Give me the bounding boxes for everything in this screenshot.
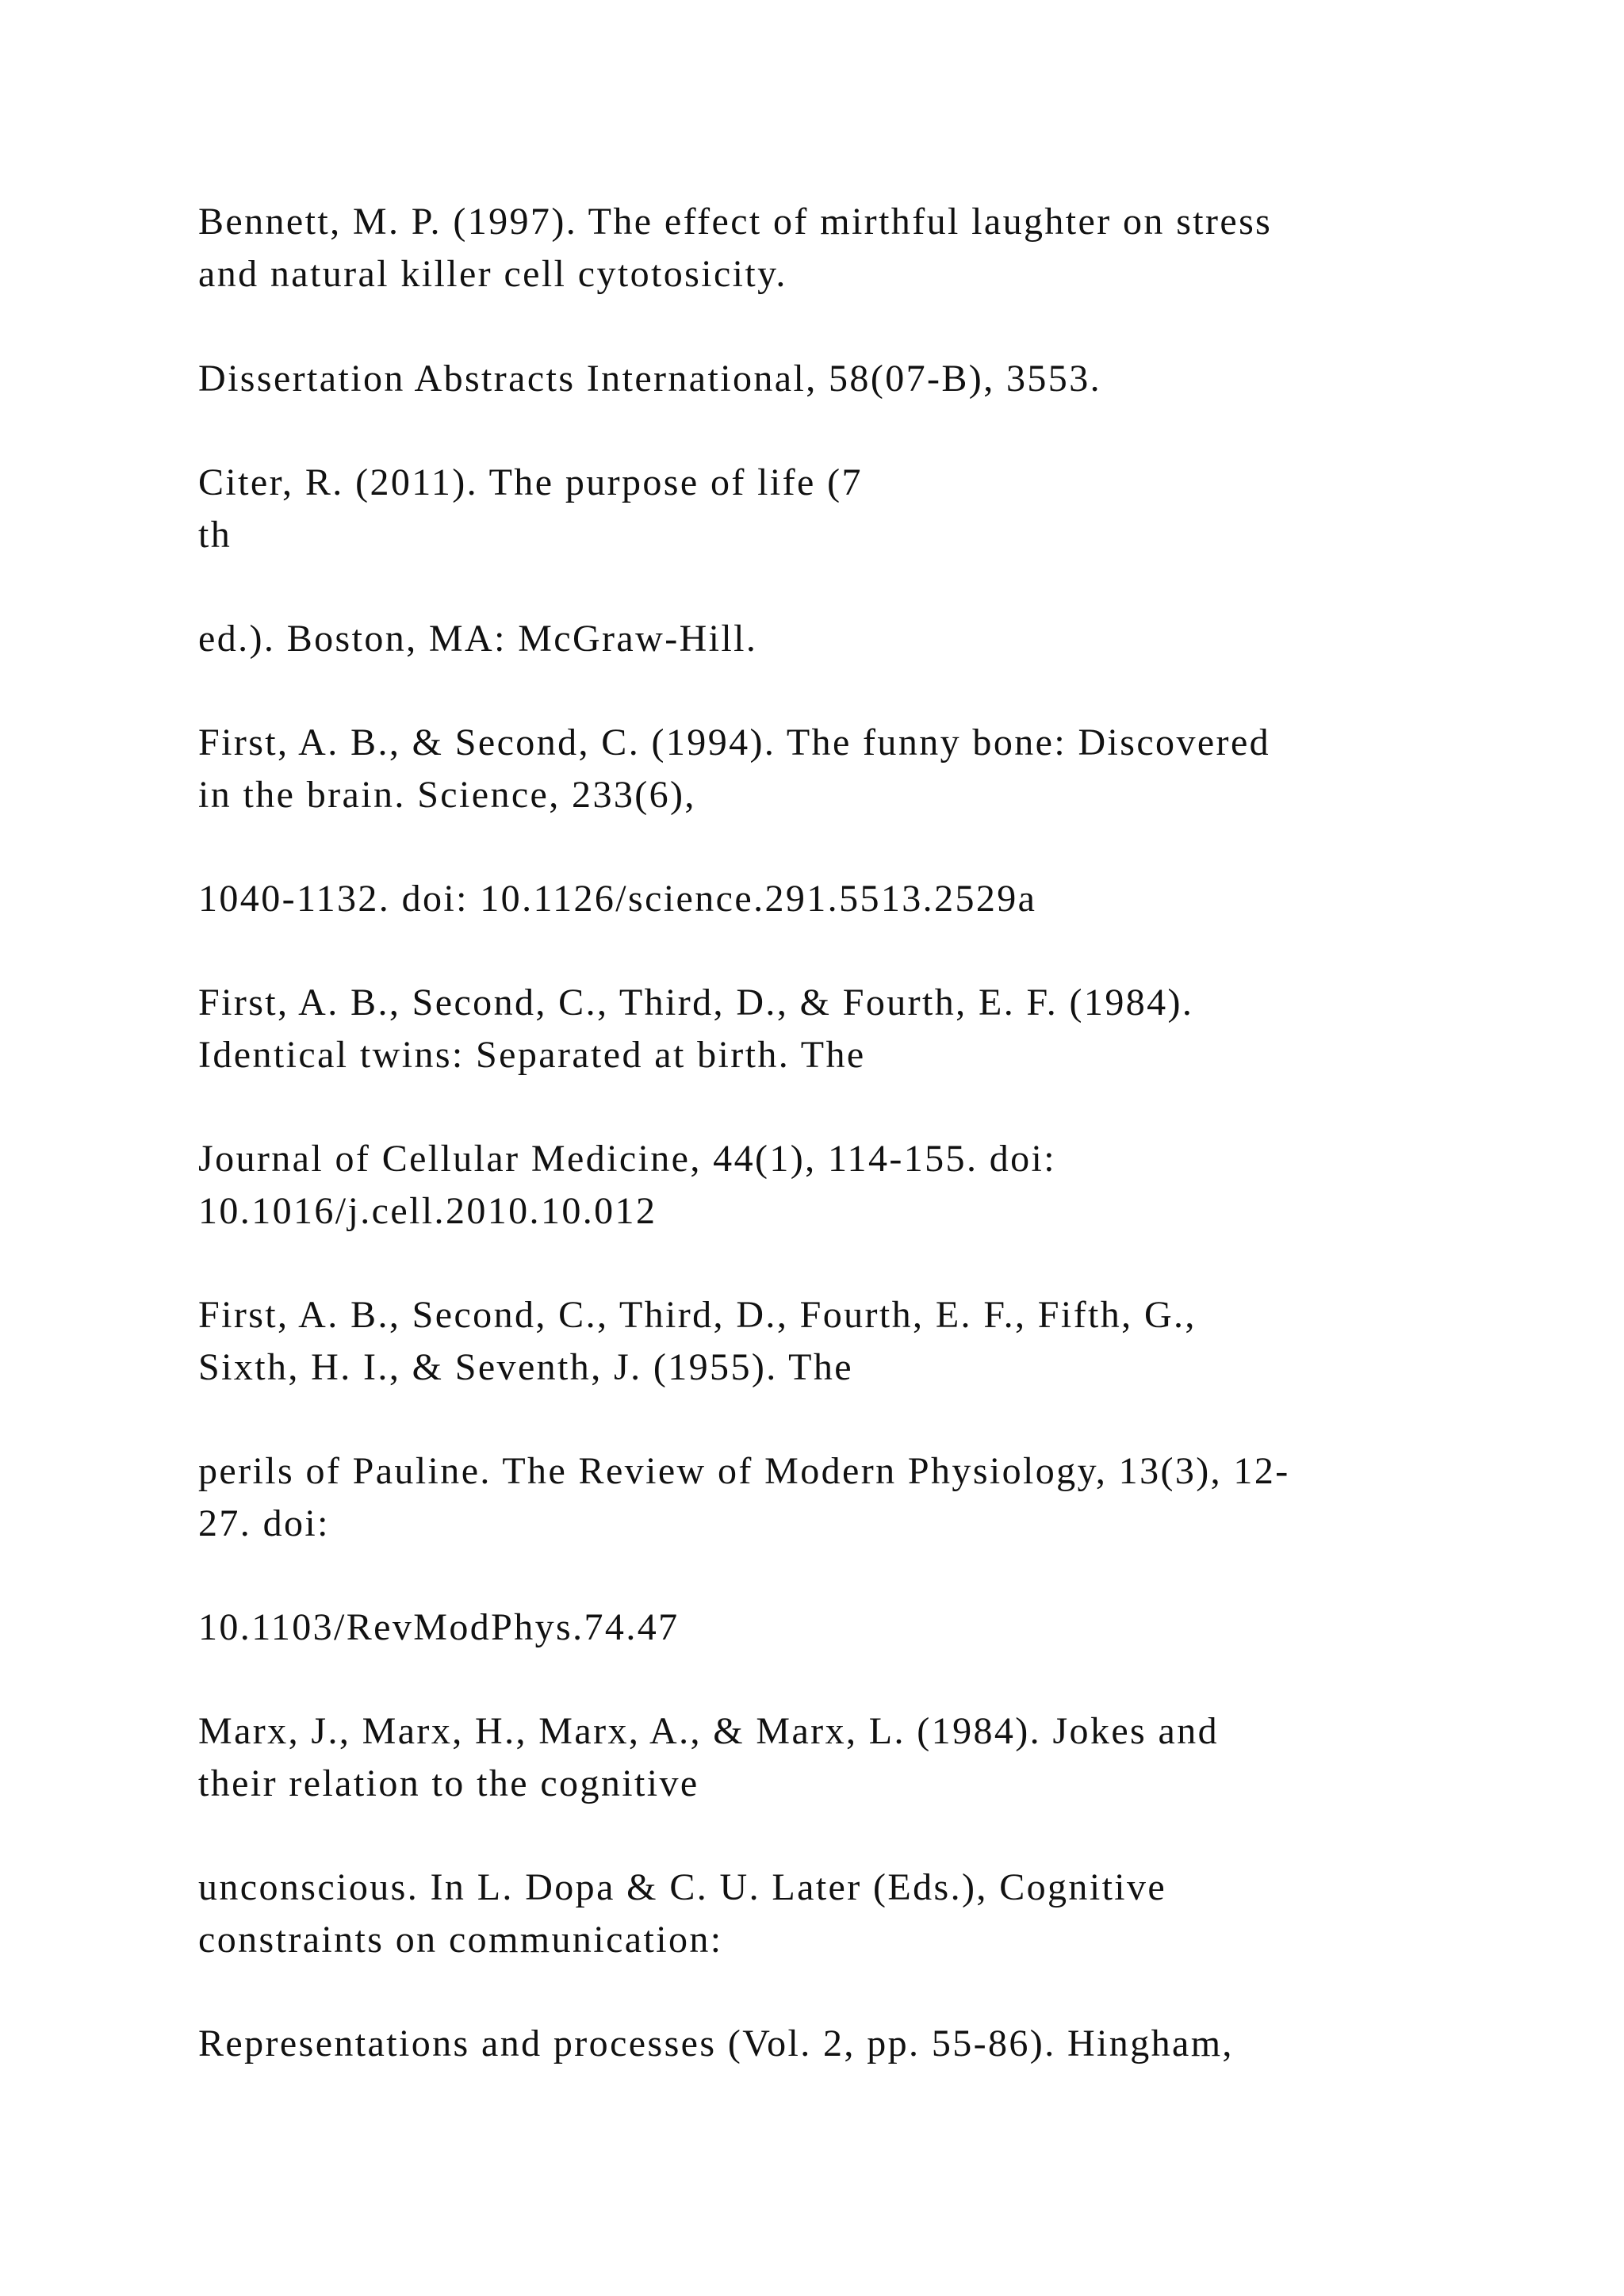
text-line: th [198, 514, 232, 556]
text-line: Dissertation Abstracts International, 58(07-B), 3553. [198, 358, 1101, 400]
text-line: constraints on communication: [198, 1919, 723, 1961]
text-line: First, A. B., Second, C., Third, D., Fourth, E. F., Fifth, G., [198, 1294, 1197, 1336]
text-line: ed.). Boston, MA: McGraw-Hill. [198, 618, 758, 660]
text-line: Representations and processes (Vol. 2, pp. 55-86). Hingham, [198, 2022, 1234, 2064]
text-line: in the brain. Science, 233(6), [198, 774, 696, 816]
text-line: Sixth, H. I., & Seventh, J. (1955). The [198, 1346, 853, 1388]
text-line: and natural killer cell cytotosicity. [198, 253, 787, 295]
text-line: 10.1103/RevModPhys.74.47 [198, 1606, 680, 1648]
text-line: perils of Pauline. The Review of Modern Physiology, 13(3), 12- [198, 1450, 1290, 1492]
text-line: Citer, R. (2011). The purpose of life (7 [198, 461, 863, 503]
text-line: 27. doi: [198, 1502, 330, 1544]
text-line: Journal of Cellular Medicine, 44(1), 114-155. doi: [198, 1138, 1057, 1180]
text-line: First, A. B., Second, C., Third, D., & Fourth, E. F. (1984). [198, 982, 1194, 1024]
text-line: their relation to the cognitive [198, 1762, 699, 1804]
text-line: 10.1016/j.cell.2010.10.012 [198, 1190, 657, 1232]
text-line: First, A. B., & Second, C. (1994). The funny bone: Discovered [198, 721, 1271, 763]
text-line: Bennett, M. P. (1997). The effect of mirthful laughter on stress [198, 201, 1273, 243]
text-line: Identical twins: Separated at birth. The [198, 1034, 866, 1076]
text-line: Marx, J., Marx, H., Marx, A., & Marx, L. (1984). Jokes and [198, 1710, 1220, 1752]
text-line: unconscious. In L. Dopa & C. U. Later (Eds.), Cognitive [198, 1866, 1167, 1908]
text-line: 1040-1132. doi: 10.1126/science.291.5513.2529a [198, 878, 1037, 920]
